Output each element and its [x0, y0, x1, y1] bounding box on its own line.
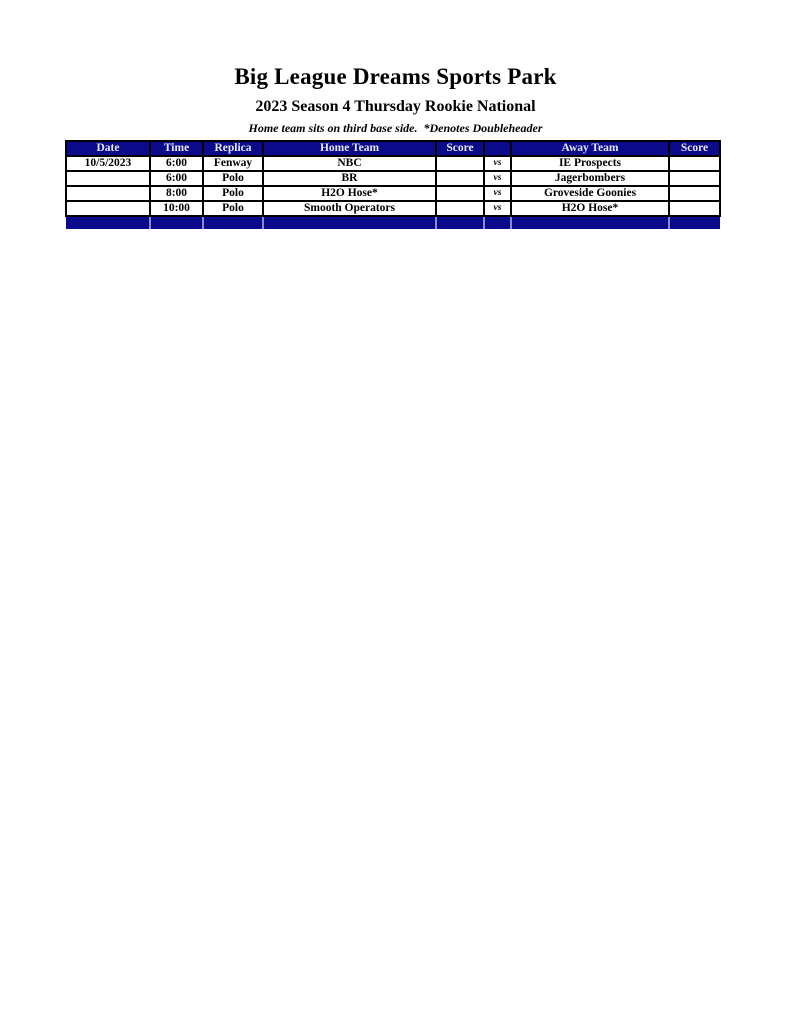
- cell-home-score: [436, 171, 484, 186]
- footer-bar: [66, 216, 720, 229]
- footer-cell: [511, 216, 669, 229]
- header-cell-away-score: Score: [669, 141, 720, 156]
- footer-cell: [669, 216, 720, 229]
- header-cell-away-team: Away Team: [511, 141, 669, 156]
- header-cell-date: Date: [66, 141, 150, 156]
- vs-label: vs: [484, 201, 511, 216]
- cell-away-score: [669, 201, 720, 216]
- page-subtitle: 2023 Season 4 Thursday Rookie National: [255, 98, 536, 115]
- header-cell-home-score: Score: [436, 141, 484, 156]
- cell-home-team: H2O Hose*: [263, 186, 436, 201]
- cell-away-team: IE Prospects: [511, 156, 669, 171]
- cell-date: [66, 186, 150, 201]
- vs-label: vs: [484, 171, 511, 186]
- cell-replica: Fenway: [203, 156, 263, 171]
- cell-away-team: Jagerbombers: [511, 171, 669, 186]
- footer-cell: [150, 216, 203, 229]
- vs-label: vs: [484, 156, 511, 171]
- cell-date: 10/5/2023: [66, 156, 150, 171]
- table-row: [66, 156, 720, 171]
- header-row: [66, 141, 720, 156]
- vs-label: vs: [484, 186, 511, 201]
- header-cell-vs: [484, 141, 511, 156]
- cell-home-score: [436, 156, 484, 171]
- cell-home-score: [436, 186, 484, 201]
- cell-date: [66, 171, 150, 186]
- cell-away-score: [669, 186, 720, 201]
- cell-home-team: BR: [263, 171, 436, 186]
- cell-replica: Polo: [203, 171, 263, 186]
- page-note: Home team sits on third base side. *Denotes Doubleheader: [248, 121, 543, 135]
- cell-away-team: Groveside Goonies: [511, 186, 669, 201]
- table-row: [66, 171, 720, 186]
- cell-away-score: [669, 156, 720, 171]
- header-cell-replica: Replica: [203, 141, 263, 156]
- footer-cell: [203, 216, 263, 229]
- cell-time: 6:00: [150, 156, 203, 171]
- cell-away-score: [669, 171, 720, 186]
- cell-time: 10:00: [150, 201, 203, 216]
- header-cell-home-team: Home Team: [263, 141, 436, 156]
- footer-cell: [263, 216, 436, 229]
- cell-date: [66, 201, 150, 216]
- table-row: [66, 186, 720, 201]
- schedule-table: [65, 140, 721, 229]
- table-row: [66, 201, 720, 216]
- cell-replica: Polo: [203, 186, 263, 201]
- cell-time: 6:00: [150, 171, 203, 186]
- footer-cell: [436, 216, 484, 229]
- footer-cell: [66, 216, 150, 229]
- cell-replica: Polo: [203, 201, 263, 216]
- header-cell-time: Time: [150, 141, 203, 156]
- cell-away-team: H2O Hose*: [511, 201, 669, 216]
- cell-home-team: NBC: [263, 156, 436, 171]
- page-title: Big League Dreams Sports Park: [234, 64, 557, 89]
- cell-home-score: [436, 201, 484, 216]
- cell-home-team: Smooth Operators: [263, 201, 436, 216]
- footer-cell: [484, 216, 511, 229]
- cell-time: 8:00: [150, 186, 203, 201]
